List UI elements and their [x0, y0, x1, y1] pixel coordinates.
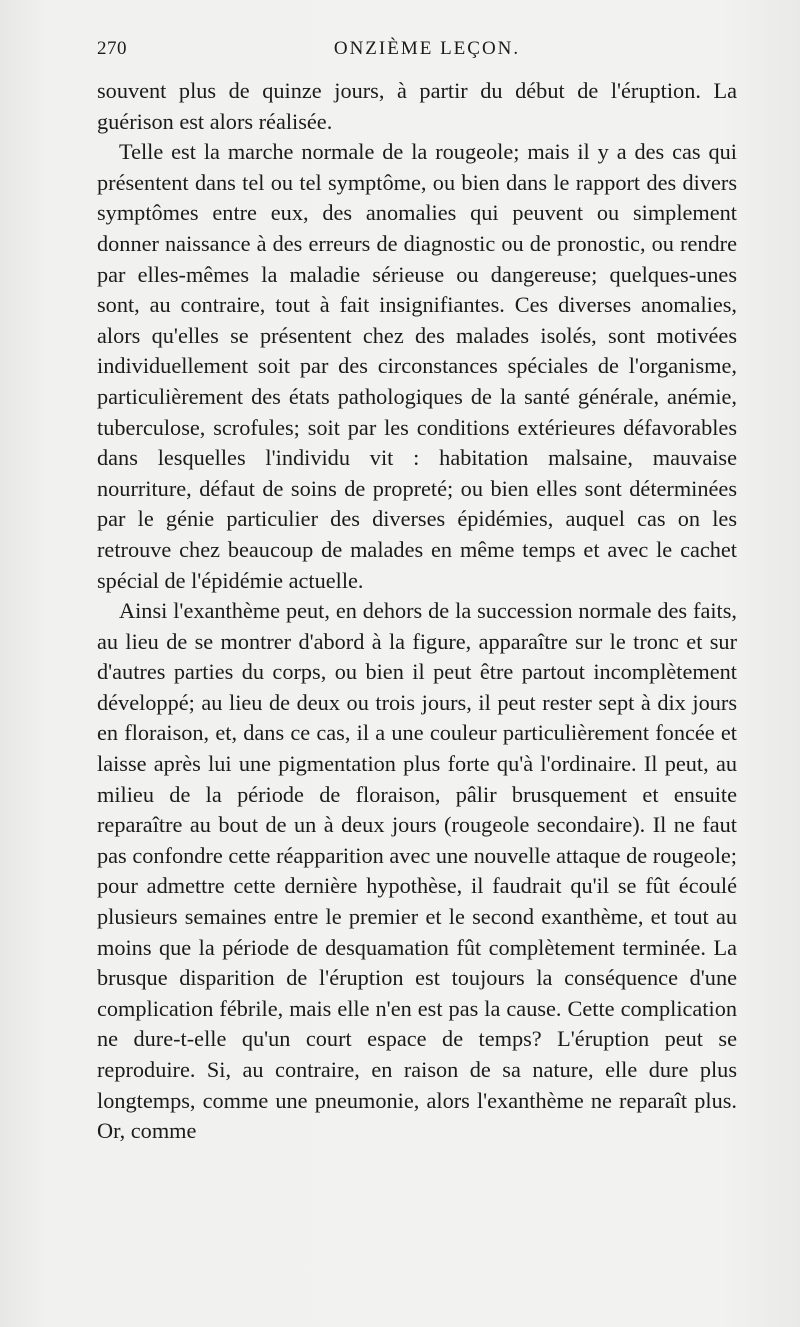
paragraph-exantheme: Ainsi l'exanthème peut, en dehors de la succession normale des faits, au lieu de se montrer d'abord à la figure, apparaître sur le tronc et sur d'autres parties du corps, ou bien il peut être partout incomplètement développé; au lieu de deux ou trois jours, il peut rester sept à dix jours en floraison, et, dans ce cas, il a une couleur particulièrement foncée et laisse après lui une pigmentation plus forte qu'à l'ordinaire. Il peut, au milieu de la période de floraison, pâlir brusquement et ensuite reparaître au bout de un à deux jours (rougeole secondaire). Il ne faut pas confondre cette réapparition avec une nouvelle attaque de rougeole; pour admettre cette dernière hypothèse, il faudrait qu'il se fût écoulé plusieurs semaines entre le premier et le second exanthème, et tout au moins que la période de desquamation fût complètement terminée. La brusque disparition de l'éruption est toujours la conséquence d'une complication fébrile, mais elle n'en est pas la cause. Cette complication ne dure-t-elle qu'un court espace de temps? L'éruption peut se reproduire. Si, au contraire, en raison de sa nature, elle dure plus longtemps, comme une pneumonie, alors l'exanthème ne reparaît plus. Or, comme	[97, 598, 737, 1144]
body-text	[97, 76, 737, 1147]
running-title: ONZIÈME LEÇON.	[333, 38, 521, 59]
page-number: 270	[97, 38, 127, 59]
paragraph-marche-normale: Telle est la marche normale de la rougeole; mais il y a des cas qui présentent dans tel ou tel symptôme, ou bien dans le rapport des divers symptômes entre eux, des anomalies qui peuvent ou simplement donner naissance à des erreurs de diagnostic ou de pronostic, ou rendre par elles-mêmes la maladie sérieuse ou dangereuse; quelques-unes sont, au contraire, tout à fait insignifiantes. Ces diverses anomalies, alors qu'elles se présentent chez des malades isolés, sont motivées individuellement soit par des circonstances spéciales de l'organisme, particulièrement des états pathologiques de la santé générale, anémie, tuberculose, scrofules; soit par les conditions extérieures défavorables dans lesquelles l'individu vit : habitation malsaine, mauvaise nourriture, défaut de soins de propreté; ou bien elles sont déterminées par le génie particulier des diverses épidémies, auquel cas on les retrouve chez beaucoup de malades en même temps et avec le cachet spécial de l'épidémie actuelle.	[97, 139, 737, 593]
paragraph-continuation: souvent plus de quinze jours, à partir du début de l'éruption. La guérison est alors réalisée.	[97, 78, 737, 134]
page-header	[97, 38, 737, 68]
